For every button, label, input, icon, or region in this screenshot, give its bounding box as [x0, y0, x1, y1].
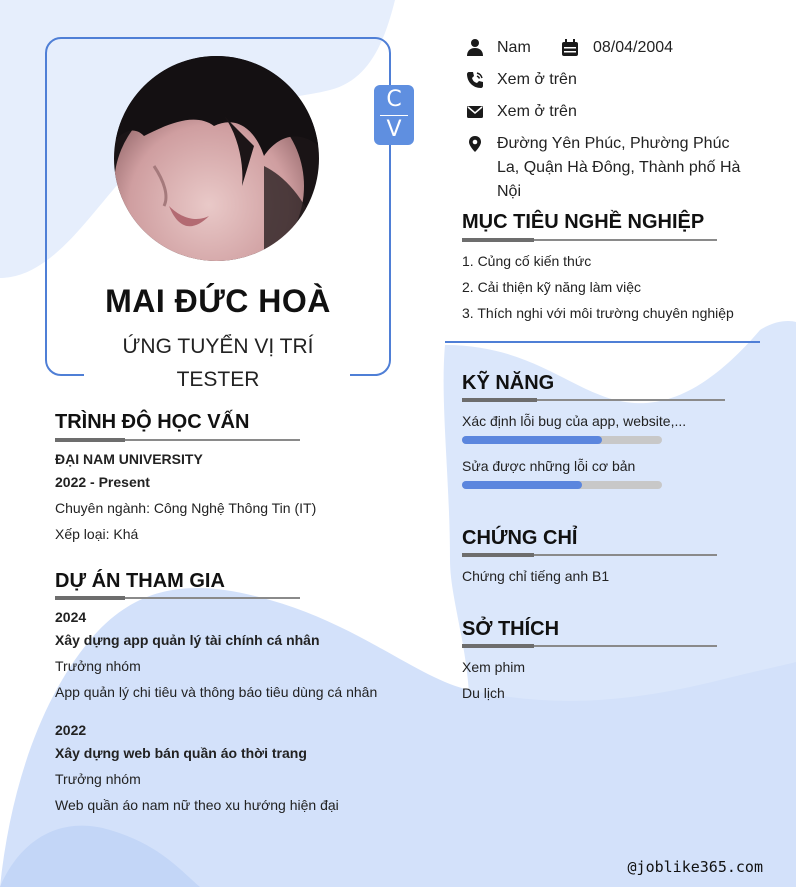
skill-bar: [462, 436, 662, 444]
role-line-1: ỨNG TUYỂN VỊ TRÍ: [122, 335, 314, 358]
objective-title: MỤC TIÊU NGHỀ NGHIỆP: [462, 211, 705, 233]
person-icon: [466, 38, 484, 56]
education-title: TRÌNH ĐỘ HỌC VẤN: [55, 411, 250, 433]
project-year: 2022: [55, 722, 87, 738]
hobbies-title: SỞ THÍCH: [462, 618, 560, 640]
certificates-title: CHỨNG CHỈ: [462, 527, 578, 549]
project-role: Trưởng nhóm: [55, 771, 141, 787]
column-divider: [445, 341, 760, 343]
address: Đường Yên Phúc, Phường Phúc La, Quận Hà Đông, Thành phố Hà Nội: [497, 135, 741, 200]
email: Xem ở trên: [497, 103, 577, 120]
project-name: Xây dựng web bán quần áo thời trang: [55, 745, 307, 761]
skill-label: Sửa được những lỗi cơ bản: [462, 458, 636, 474]
certificate-item: Chứng chỉ tiếng anh B1: [462, 568, 610, 584]
phone: Xem ở trên: [497, 71, 577, 88]
skills-title: KỸ NĂNG: [462, 372, 555, 394]
rank: Xếp loại: Khá: [55, 526, 139, 542]
skill-bar-fill: [462, 436, 602, 444]
hobby-item: Xem phim: [462, 659, 526, 675]
hobby-item: Du lịch: [462, 685, 505, 701]
skills-rule: [462, 399, 725, 401]
gender: Nam: [497, 39, 531, 56]
projects-rule: [55, 597, 300, 599]
project-year: 2024: [55, 609, 87, 625]
profile-photo: [114, 56, 319, 261]
location-icon: [466, 135, 484, 153]
projects-title: DỰ ÁN THAM GIA: [55, 570, 225, 592]
skill-bar-fill: [462, 481, 582, 489]
objective-rule: [462, 239, 717, 241]
objective-item: 3. Thích nghi với môi trường chuyên nghiệp: [462, 305, 734, 321]
cv-badge-top: C: [386, 87, 402, 112]
hobbies-rule: [462, 645, 717, 647]
calendar-icon: [561, 39, 579, 57]
education-rule: [55, 439, 300, 441]
major: Chuyên ngành: Công Nghệ Thông Tin (IT): [55, 500, 317, 516]
applied-position: [45, 330, 391, 396]
phone-icon: [466, 71, 484, 89]
mail-icon: [466, 103, 484, 121]
footer-watermark: @joblike365.com: [627, 858, 763, 876]
school-name: ĐẠI NAM UNIVERSITY: [55, 451, 203, 467]
role-line-2: TESTER: [176, 368, 260, 391]
cv-badge: [374, 85, 414, 145]
skill-label: Xác định lỗi bug của app, website,...: [462, 413, 687, 429]
project-desc: App quản lý chi tiêu và thông báo tiêu dùng cá nhân: [55, 684, 378, 700]
objective-item: 1. Củng cố kiến thức: [462, 253, 592, 269]
candidate-name: MAI ĐỨC HOÀ: [105, 283, 331, 319]
project-desc: Web quần áo nam nữ theo xu hướng hiện đại: [55, 797, 339, 813]
cv-badge-bottom: V: [386, 117, 402, 142]
certificates-rule: [462, 554, 717, 556]
project-role: Trưởng nhóm: [55, 658, 141, 674]
project-name: Xây dựng app quản lý tài chính cá nhân: [55, 632, 320, 648]
study-period: 2022 - Present: [55, 474, 150, 490]
objective-item: 2. Cải thiện kỹ năng làm việc: [462, 279, 641, 295]
skill-bar: [462, 481, 662, 489]
date-of-birth: 08/04/2004: [593, 39, 674, 56]
